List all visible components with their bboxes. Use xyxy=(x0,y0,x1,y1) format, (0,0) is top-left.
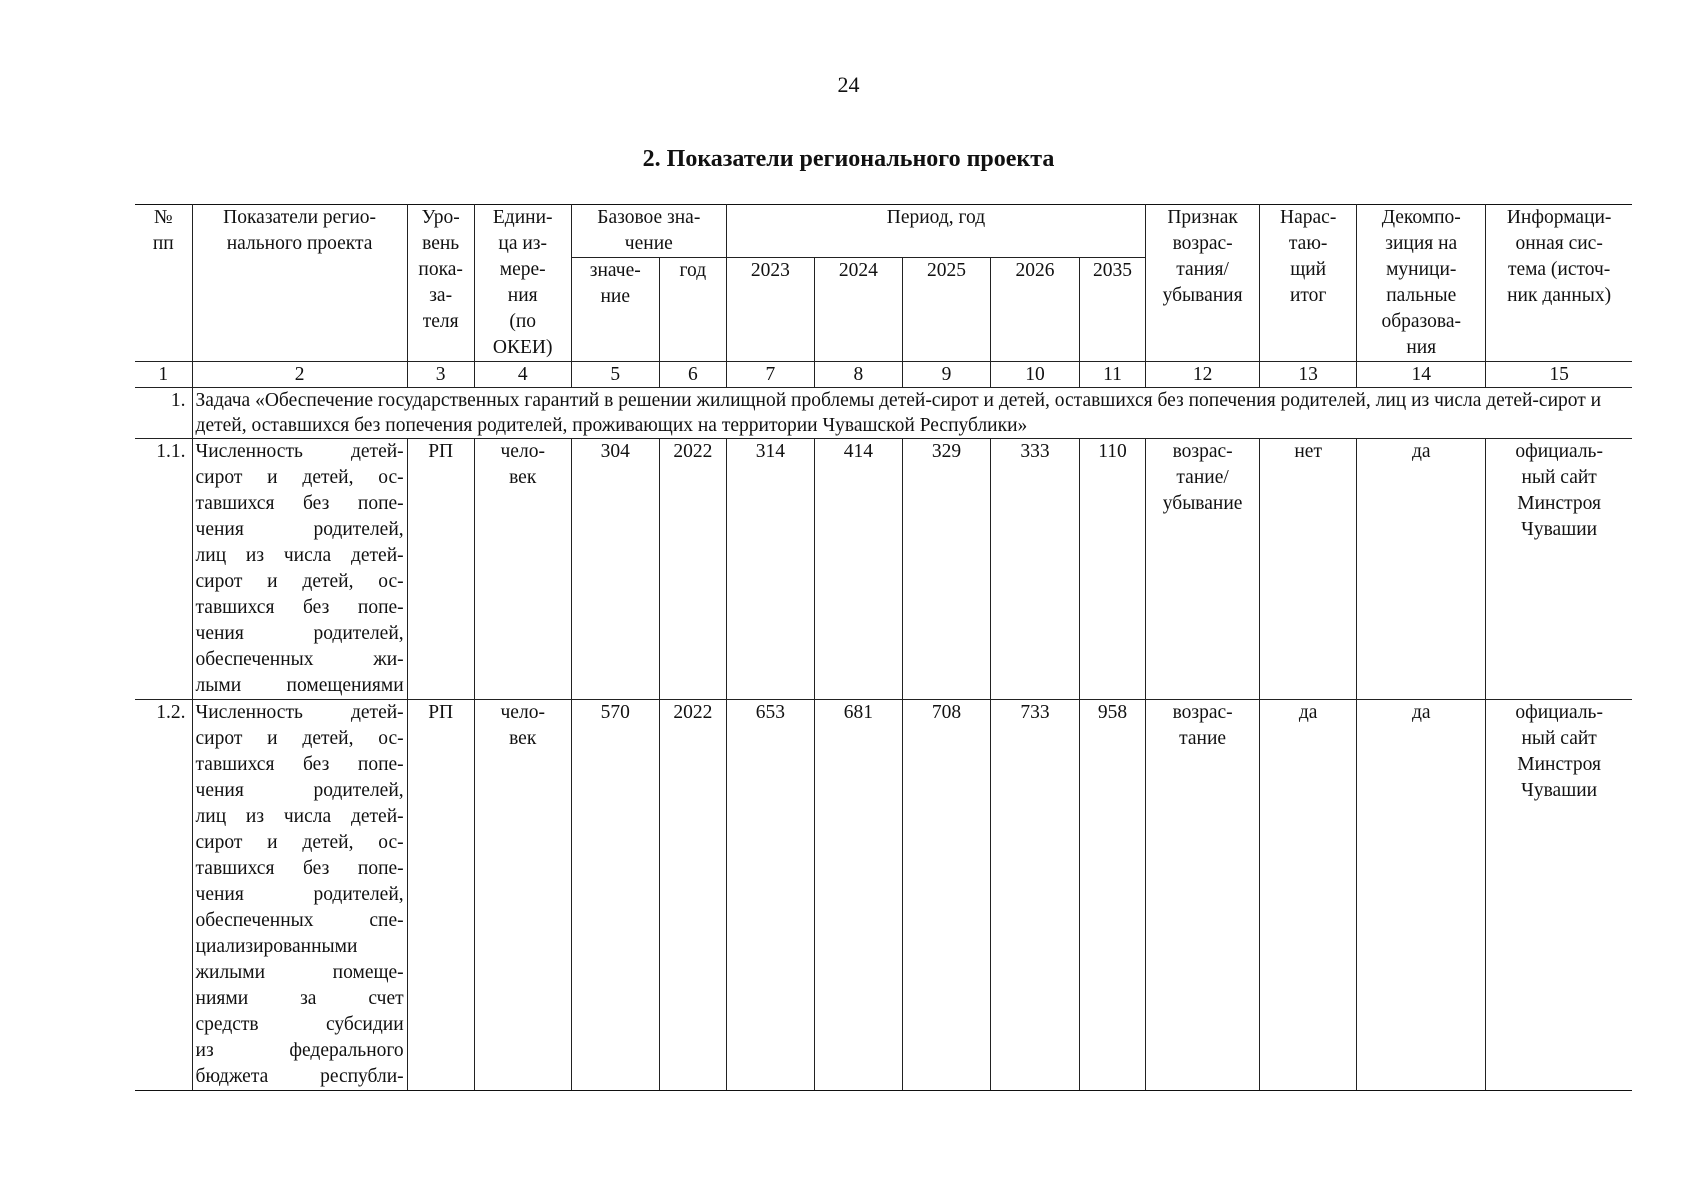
indicator-unit: чело- век xyxy=(474,439,571,700)
header-decomposition: Декомпо- зиция на муници- пальные образова- ния xyxy=(1357,205,1486,362)
header-indicator: Показатели регио- нального проекта xyxy=(192,205,407,362)
column-number: 13 xyxy=(1260,362,1357,388)
column-number: 15 xyxy=(1486,362,1632,388)
data-source: официаль- ный сайт Минстроя Чувашии xyxy=(1486,700,1632,1091)
base-year: 2022 xyxy=(659,439,726,700)
header-base-value: значе- ние xyxy=(571,258,659,362)
header-unit: Едини- ца из- мере- ния (по ОКЕИ) xyxy=(474,205,571,362)
column-number: 5 xyxy=(571,362,659,388)
task-text: Задача «Обеспечение государственных гарантий в решении жилищной проблемы детей-сирот и детей, оставшихся без попечения родителей, лиц из числа детей-сирот и детей, оставшихся без попечения родителей, проживающих на территории Чувашской Республики» xyxy=(192,388,1632,439)
indicator-name: Численность детей- сирот и детей, ос- тавшихся без попе- чения родителей, лиц из числа детей- сирот и детей, ос- тавшихся без попе- чения родителей, обеспеченных жи- лыми помещениями xyxy=(192,439,407,700)
page-title: 2. Показатели регионального проекта xyxy=(642,146,1055,172)
header-base: Базовое зна- чение xyxy=(571,205,726,258)
year-value: 958 xyxy=(1080,700,1146,1091)
header-year: 2026 xyxy=(990,258,1079,362)
table-row xyxy=(135,439,1632,700)
year-value: 329 xyxy=(902,439,990,700)
cumulative: да xyxy=(1260,700,1357,1091)
base-value: 570 xyxy=(571,700,659,1091)
row-num: 1.2. xyxy=(135,700,192,1091)
header-year: 2024 xyxy=(814,258,902,362)
column-number: 4 xyxy=(474,362,571,388)
year-value: 681 xyxy=(814,700,902,1091)
indicator-unit: чело- век xyxy=(474,700,571,1091)
indicator-name: Численность детей- сирот и детей, ос- тавшихся без попе- чения родителей, лиц из числа детей- сирот и детей, ос- тавшихся без попе- чения родителей, обеспеченных спе- циализированными жилыми помеще- ниями за счет средств субсидии из федерального бюджета республи- xyxy=(192,700,407,1091)
table-row xyxy=(135,700,1632,1091)
indicator-level: РП xyxy=(407,439,474,700)
header-level: Уро- вень пока- за- теля xyxy=(407,205,474,362)
header-year: 2035 xyxy=(1080,258,1146,362)
task-num: 1. xyxy=(135,388,192,439)
data-source: официаль- ный сайт Минстроя Чувашии xyxy=(1486,439,1632,700)
decomposition: да xyxy=(1357,700,1486,1091)
year-value: 333 xyxy=(990,439,1079,700)
indicators-table xyxy=(135,204,1632,1091)
base-value: 304 xyxy=(571,439,659,700)
column-number: 1 xyxy=(135,362,192,388)
year-value: 653 xyxy=(726,700,814,1091)
header-base-year: год xyxy=(659,258,726,362)
header-period: Период, год xyxy=(726,205,1145,258)
column-number: 3 xyxy=(407,362,474,388)
header-year: 2023 xyxy=(726,258,814,362)
column-number: 11 xyxy=(1080,362,1146,388)
page-number: 24 xyxy=(837,72,860,97)
column-number: 8 xyxy=(814,362,902,388)
decomposition: да xyxy=(1357,439,1486,700)
column-number: 14 xyxy=(1357,362,1486,388)
year-value: 414 xyxy=(814,439,902,700)
cumulative: нет xyxy=(1260,439,1357,700)
year-value: 110 xyxy=(1080,439,1146,700)
task-row xyxy=(135,388,1632,439)
year-value: 733 xyxy=(990,700,1079,1091)
base-year: 2022 xyxy=(659,700,726,1091)
column-number: 6 xyxy=(659,362,726,388)
trend: возрас- тание/ убывание xyxy=(1146,439,1260,700)
indicator-level: РП xyxy=(407,700,474,1091)
column-number: 10 xyxy=(990,362,1079,388)
header-num: № пп xyxy=(135,205,192,362)
header-source: Информаци- онная сис- тема (источ- ник данных) xyxy=(1486,205,1632,362)
year-value: 708 xyxy=(902,700,990,1091)
year-value: 314 xyxy=(726,439,814,700)
header-year: 2025 xyxy=(902,258,990,362)
header-cumulative: Нарас- таю- щий итог xyxy=(1260,205,1357,362)
column-number: 7 xyxy=(726,362,814,388)
column-number: 2 xyxy=(192,362,407,388)
header-trend: Признак возрас- тания/ убывания xyxy=(1146,205,1260,362)
column-numbers-row xyxy=(135,362,1632,388)
column-number: 9 xyxy=(902,362,990,388)
row-num: 1.1. xyxy=(135,439,192,700)
trend: возрас- тание xyxy=(1146,700,1260,1091)
column-number: 12 xyxy=(1146,362,1260,388)
